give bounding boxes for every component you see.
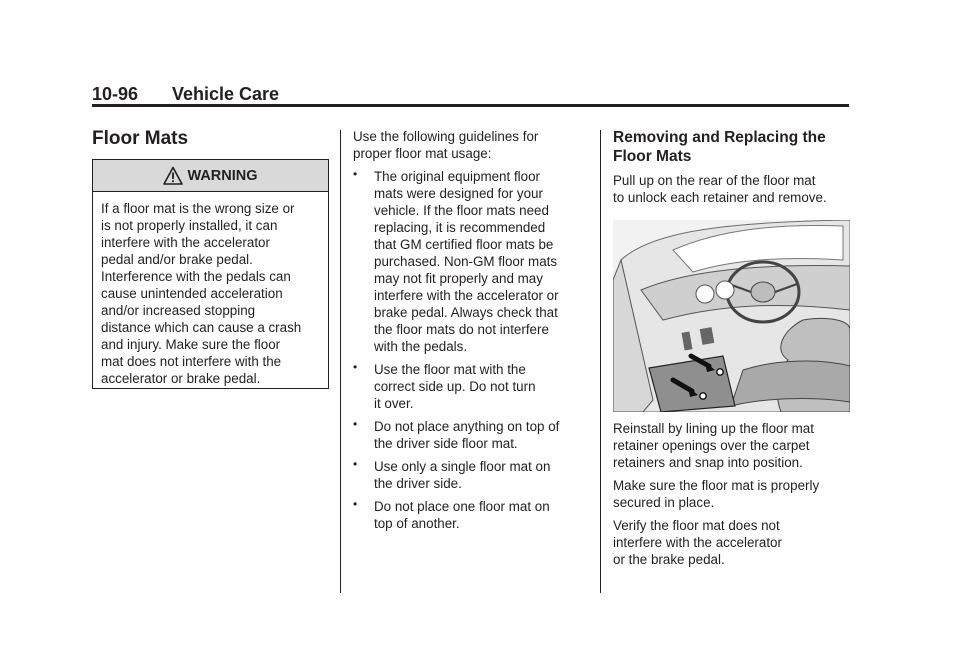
list-item: [353, 168, 593, 355]
removal-column: [613, 128, 853, 206]
reinstall-text: [613, 420, 853, 568]
bullet-line: that GM certified floor mats be: [374, 237, 554, 252]
subtitle-line: Floor Mats: [613, 148, 692, 165]
bullet-icon: •: [353, 360, 358, 374]
subtitle-line: Removing and Replacing the: [613, 129, 826, 146]
warning-line: and/or increased stopping: [101, 303, 256, 318]
intro-line: proper floor mat usage:: [353, 146, 492, 161]
bullet-line: top of another.: [374, 516, 460, 531]
paragraph-line: or the brake pedal.: [613, 552, 725, 567]
paragraph: [613, 172, 853, 206]
list-item: [353, 361, 593, 412]
guidelines-intro: [353, 128, 593, 162]
section-subtitle: [613, 128, 853, 166]
paragraph-line: retainers and snap into position.: [613, 455, 803, 470]
bullet-icon: •: [353, 457, 358, 471]
bullet-icon: •: [353, 167, 358, 181]
paragraph-line: to unlock each retainer and remove.: [613, 190, 827, 205]
bullet-line: mats were designed for your: [374, 186, 543, 201]
warning-line: and injury. Make sure the floor: [101, 337, 281, 352]
bullet-line: replacing, it is recommended: [374, 220, 546, 235]
list-item: [353, 458, 593, 492]
bullet-line: Do not place one floor mat on: [374, 499, 550, 514]
warning-line: accelerator or brake pedal.: [101, 371, 261, 386]
warning-icon: [163, 166, 183, 186]
paragraph: [613, 420, 853, 471]
section-title: Vehicle Care: [172, 84, 280, 104]
bullet-icon: •: [353, 497, 358, 511]
bullet-line: brake pedal. Always check that: [374, 305, 558, 320]
bullet-line: The original equipment floor: [374, 169, 540, 184]
warning-line: mat does not interfere with the: [101, 354, 282, 369]
warning-line: interfere with the accelerator: [101, 235, 270, 250]
warning-line: distance which can cause a crash: [101, 320, 302, 335]
warning-label: WARNING: [187, 167, 258, 184]
paragraph: [613, 477, 853, 511]
paragraph-line: secured in place.: [613, 495, 715, 510]
guidelines-column: [353, 128, 593, 532]
bullet-line: vehicle. If the floor mats need: [374, 203, 549, 218]
paragraph-line: Verify the floor mat does not: [613, 518, 780, 533]
warning-line: If a floor mat is the wrong size or: [101, 201, 295, 216]
bullet-line: the driver side.: [374, 476, 462, 491]
bullet-line: the floor mats do not interfere: [374, 322, 549, 337]
paragraph: [613, 517, 853, 568]
page-title: Floor Mats: [92, 128, 189, 149]
page-number: 10-96: [92, 84, 139, 104]
page-header: [92, 84, 849, 106]
bullet-line: Use the floor mat with the: [374, 362, 526, 377]
bullet-line: Use only a single floor mat on: [374, 459, 551, 474]
warning-line: pedal and/or brake pedal.: [101, 252, 253, 267]
bullet-line: the driver side floor mat.: [374, 436, 518, 451]
warning-line: is not properly installed, it can: [101, 218, 278, 233]
intro-line: Use the following guidelines for: [353, 129, 539, 144]
bullet-line: with the pedals.: [374, 339, 468, 354]
floor-mat-illustration: [613, 220, 850, 412]
bullet-line: purchased. Non-GM floor mats: [374, 254, 558, 269]
warning-header: [93, 160, 328, 192]
header-rule: [92, 104, 849, 107]
bullet-line: may not fit properly and may: [374, 271, 543, 286]
warning-text: [93, 192, 328, 387]
bullet-icon: •: [353, 417, 358, 431]
paragraph-line: Make sure the floor mat is properly: [613, 478, 820, 493]
column-divider: [600, 130, 601, 593]
bullet-line: correct side up. Do not turn: [374, 379, 536, 394]
bullet-line: interfere with the accelerator or: [374, 288, 559, 303]
column-divider: [340, 130, 341, 593]
paragraph-line: interfere with the accelerator: [613, 535, 782, 550]
paragraph-line: Reinstall by lining up the floor mat: [613, 421, 814, 436]
bullet-line: Do not place anything on top of: [374, 419, 560, 434]
paragraph-line: Pull up on the rear of the floor mat: [613, 173, 816, 188]
paragraph-line: retainer openings over the carpet: [613, 438, 810, 453]
warning-line: Interference with the pedals can: [101, 269, 291, 284]
warning-line: cause unintended acceleration: [101, 286, 283, 301]
list-item: [353, 418, 593, 452]
list-item: [353, 498, 593, 532]
bullet-line: it over.: [374, 396, 414, 411]
warning-box: [92, 159, 329, 389]
